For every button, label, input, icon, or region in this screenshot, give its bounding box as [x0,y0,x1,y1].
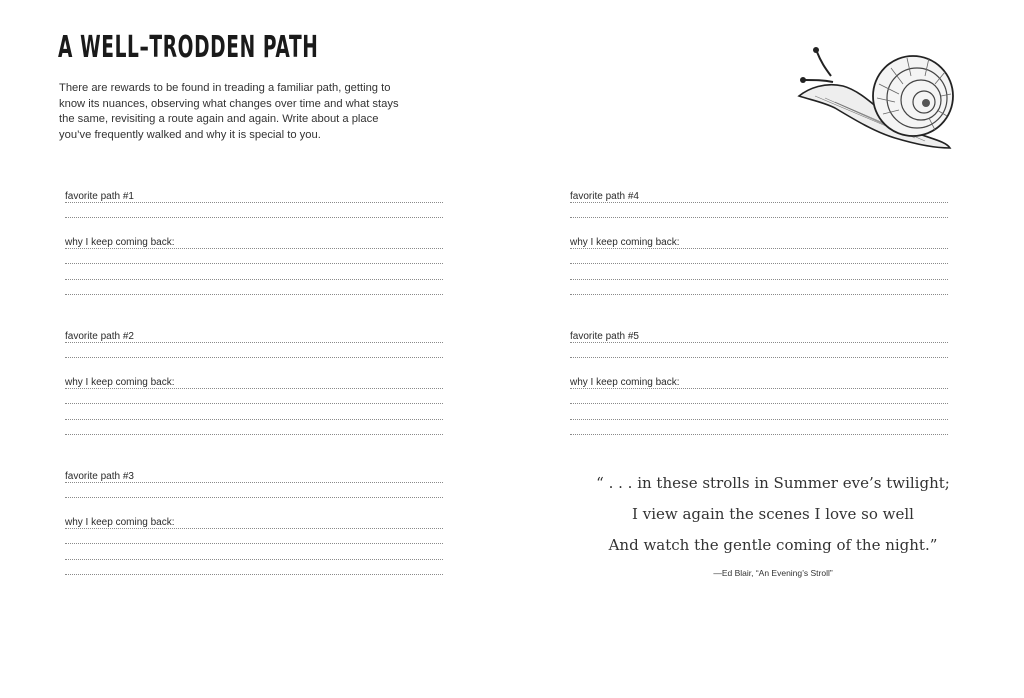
writing-line[interactable] [65,263,443,264]
writing-line[interactable] [65,543,443,544]
why-label: why I keep coming back: [65,517,178,528]
writing-line[interactable] [570,403,948,404]
snail-icon [795,44,955,152]
writing-line[interactable] [65,342,443,343]
favorite-path-label: favorite path #2 [65,331,137,342]
writing-line[interactable] [570,217,948,218]
writing-line[interactable] [570,357,948,358]
writing-line[interactable] [570,342,948,343]
writing-line[interactable] [65,217,443,218]
writing-line[interactable] [570,279,948,280]
writing-line[interactable] [65,497,443,498]
favorite-path-label: favorite path #1 [65,191,137,202]
writing-line[interactable] [570,388,948,389]
writing-line[interactable] [570,294,948,295]
quote-line-1: “ . . . in these strolls in Summer eve’s twilight; [596,474,950,492]
writing-line[interactable] [65,294,443,295]
writing-line[interactable] [65,357,443,358]
intro-text: There are rewards to be found in treading a familiar path, getting to know its nuances, observing what changes over time and what stays the same, revisiting a route again and again. Write about a place you’ve frequently walked and why it is special to you. [59,82,399,141]
favorite-path-label: favorite path #5 [570,331,642,342]
favorite-path-label: favorite path #3 [65,471,137,482]
writing-line[interactable] [65,279,443,280]
writing-line[interactable] [65,403,443,404]
writing-line[interactable] [570,434,948,435]
why-label: why I keep coming back: [65,377,178,388]
quote-attribution: —Ed Blair, “An Evening’s Stroll” [713,568,833,578]
writing-line[interactable] [65,388,443,389]
writing-line[interactable] [570,419,948,420]
writing-line[interactable] [65,434,443,435]
writing-line[interactable] [65,574,443,575]
writing-line[interactable] [65,248,443,249]
why-label: why I keep coming back: [570,237,683,248]
writing-line[interactable] [570,202,948,203]
quote-line-2: I view again the scenes I love so well [632,505,914,523]
writing-line[interactable] [570,248,948,249]
favorite-path-label: favorite path #4 [570,191,642,202]
quote-line-3: And watch the gentle coming of the night.” [608,536,938,554]
writing-line[interactable] [570,263,948,264]
writing-line[interactable] [65,482,443,483]
page-title: A WELL–TRODDEN PATH [58,30,319,65]
why-label: why I keep coming back: [570,377,683,388]
writing-line[interactable] [65,202,443,203]
writing-line[interactable] [65,419,443,420]
why-label: why I keep coming back: [65,237,178,248]
writing-line[interactable] [65,559,443,560]
writing-line[interactable] [65,528,443,529]
